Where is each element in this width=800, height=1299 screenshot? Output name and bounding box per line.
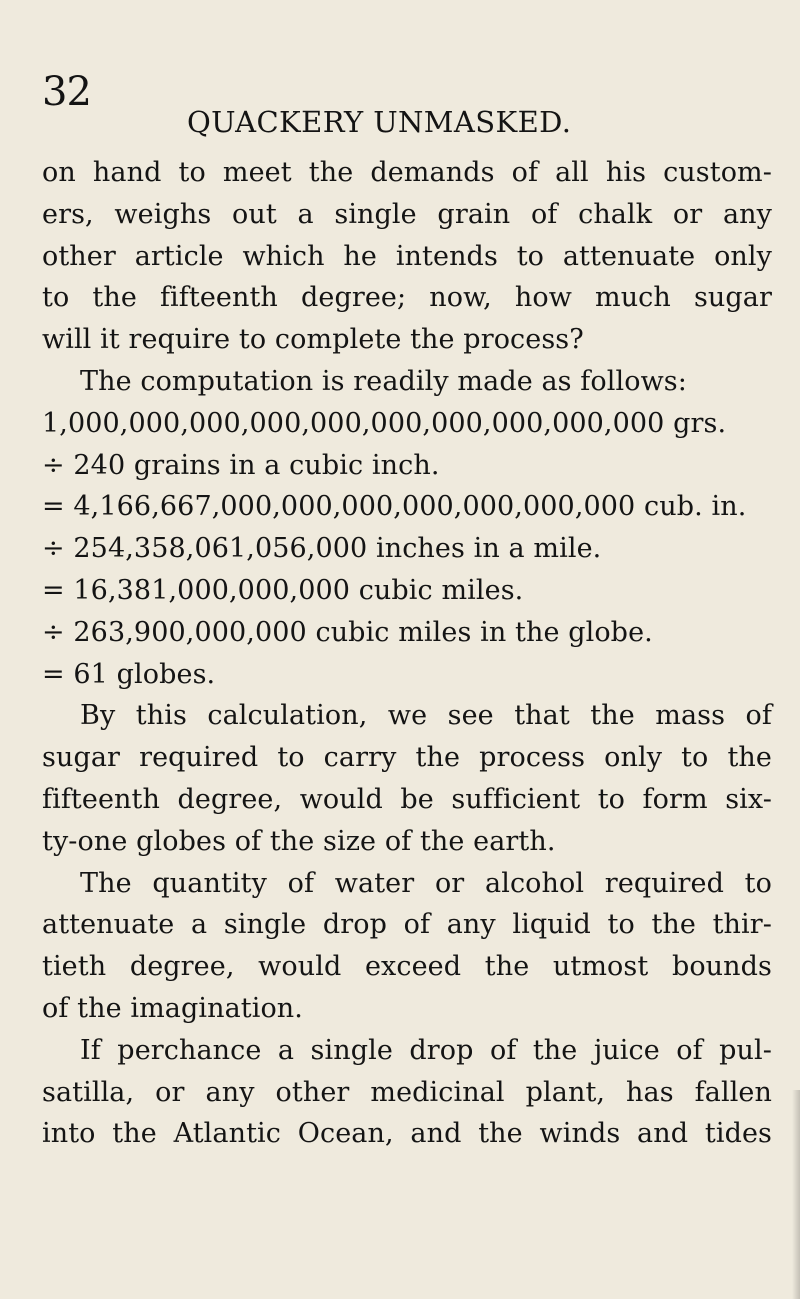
text-line-22: If perchance a single drop of the juice of pul- [80, 1034, 772, 1066]
page-text [42, 152, 772, 1155]
calculation-line-3: = 4,166,667,000,000,000,000,000,000,000 cub. in. [42, 491, 747, 523]
page-edge-shadow [792, 1090, 800, 1299]
calculation-line-7: = 61 globes. [42, 658, 216, 690]
calculation-line-6: ÷ 263,900,000,000 cubic miles in the globe. [42, 616, 653, 648]
text-line-15: sugar required to carry the process only to the [42, 742, 772, 774]
text-line-5: will it require to complete the process? [42, 324, 584, 356]
text-line-19: attenuate a single drop of any liquid to the thir- [42, 909, 772, 941]
calculation-line-4: ÷ 254,358,061,056,000 inches in a mile. [42, 533, 602, 565]
text-line-1: on hand to meet the demands of all his custom- [42, 157, 772, 188]
calculation-line-2: ÷ 240 grains in a cubic inch. [42, 449, 440, 481]
text-line-14: By this calculation, we see that the mass of [80, 700, 772, 732]
page-number: 32 [42, 69, 91, 115]
text-line-21: of the imagination. [42, 992, 303, 1024]
text-line-3: other article which he intends to attenuate only [42, 240, 772, 272]
running-title: QUACKERY UNMASKED. [187, 105, 572, 139]
text-line-18: The quantity of water or alcohol required to [80, 867, 772, 899]
text-line-24: into the Atlantic Ocean, and the winds and tides [42, 1118, 772, 1150]
text-line-23: satilla, or any other medicinal plant, has fallen [42, 1076, 772, 1108]
text-line-16: fifteenth degree, would be sufficient to form six- [42, 783, 772, 815]
text-line-6: The computation is readily made as follows: [80, 365, 687, 397]
text-line-20: tieth degree, would exceed the utmost bounds [42, 951, 772, 983]
calculation-line-1: 1,000,000,000,000,000,000,000,000,000,000 grs. [42, 407, 727, 439]
text-line-4: to the fifteenth degree; now, how much sugar [42, 282, 772, 314]
text-line-17: ty-one globes of the size of the earth. [42, 825, 556, 857]
text-line-2: ers, weighs out a single grain of chalk or any [42, 198, 772, 230]
calculation-line-5: = 16,381,000,000,000 cubic miles. [42, 574, 524, 606]
